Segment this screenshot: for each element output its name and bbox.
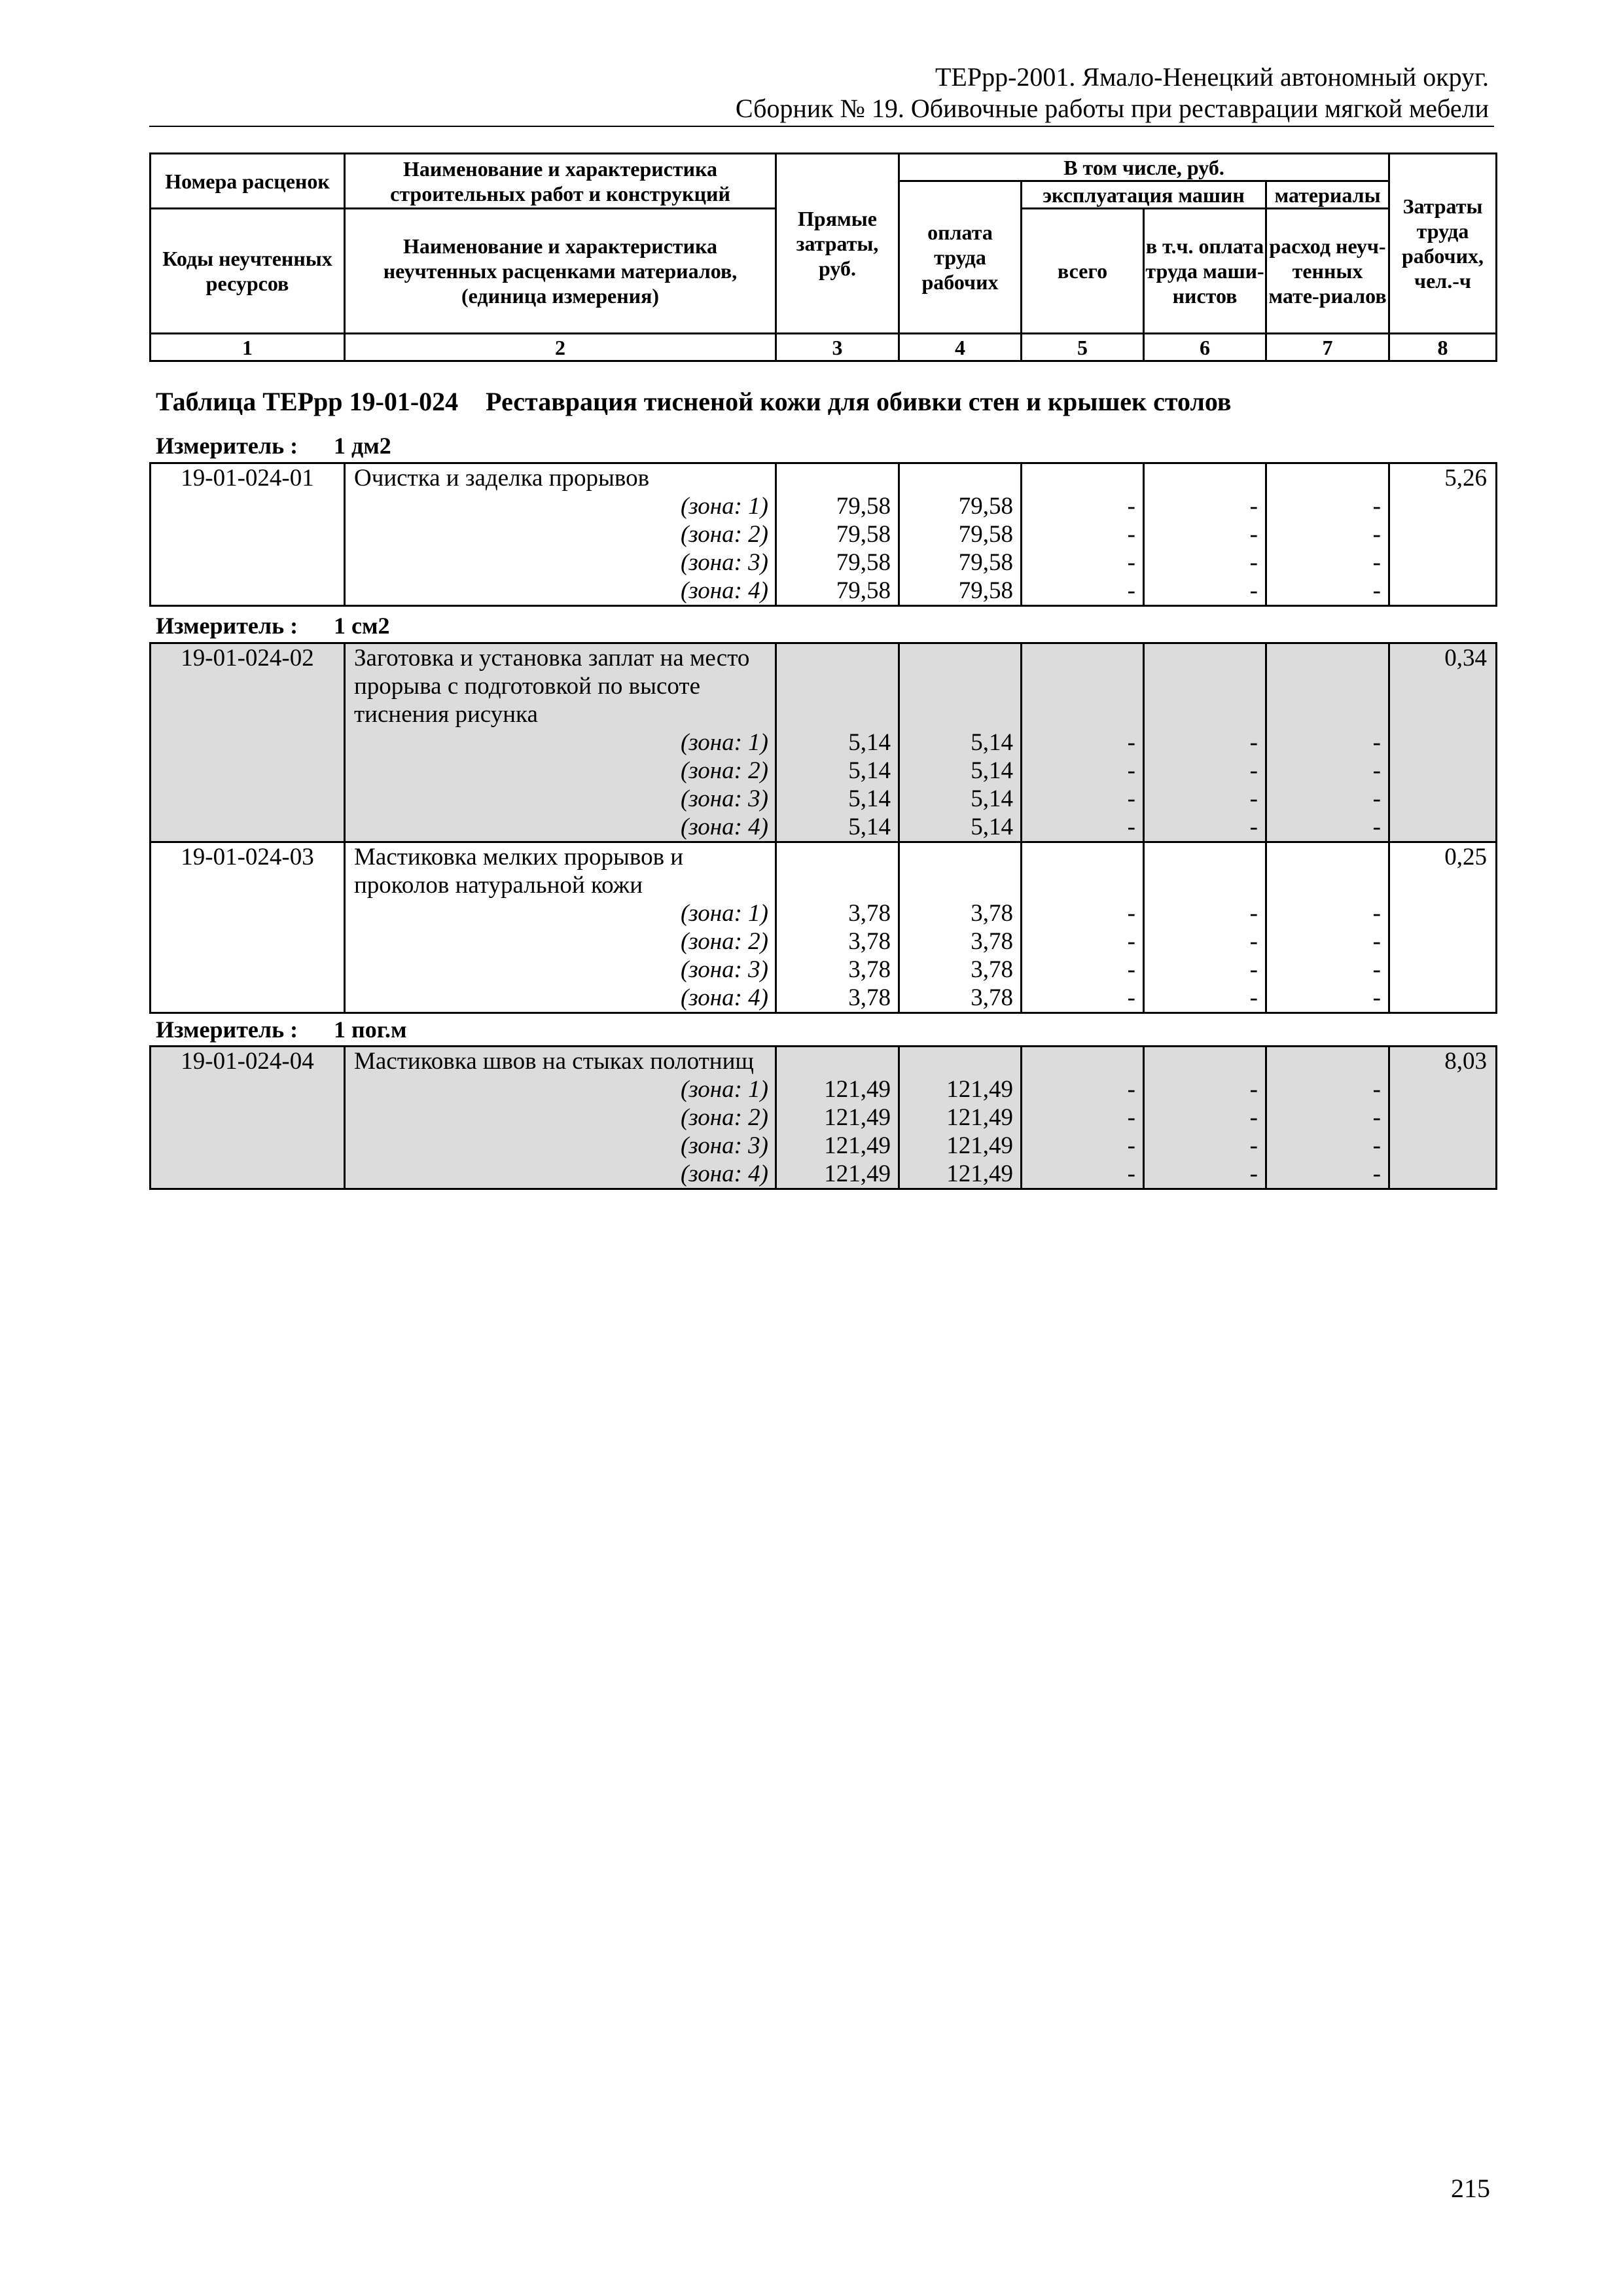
machinist-pay-cell <box>1144 643 1266 842</box>
worker-pay-cell <box>899 1047 1022 1189</box>
column-number: 6 <box>1144 334 1266 361</box>
machine-total: - <box>1127 956 1135 983</box>
rates-table-group-3 <box>149 1045 1497 1190</box>
labor-cost: 5,26 <box>1389 463 1497 606</box>
machinist-pay: - <box>1249 1076 1258 1103</box>
direct-cost: 121,49 <box>824 1076 891 1103</box>
zone-label: (зона: 2) <box>680 757 768 784</box>
worker-pay-cell <box>899 643 1022 842</box>
zone-label: (зона: 4) <box>680 1160 768 1187</box>
rate-code: 19-01-024-01 <box>151 463 345 606</box>
header-direct-costs: Прямые затраты, руб. <box>776 154 899 334</box>
zone-label: (зона: 1) <box>680 900 768 927</box>
labor-cost: 0,25 <box>1389 842 1497 1013</box>
column-number: 7 <box>1266 334 1389 361</box>
direct-costs-cell <box>776 842 899 1013</box>
rate-row <box>151 1047 1497 1189</box>
rates-table-group-1 <box>149 462 1497 607</box>
material-use: - <box>1372 1160 1381 1187</box>
direct-cost: 121,49 <box>824 1132 891 1159</box>
rate-name-cell <box>345 643 776 842</box>
rate-code: 19-01-024-03 <box>151 842 345 1013</box>
machine-total: - <box>1127 928 1135 955</box>
material-use-cell <box>1266 643 1389 842</box>
machinist-pay: - <box>1249 984 1258 1011</box>
zone-label: (зона: 1) <box>680 1076 768 1103</box>
rate-name: Очистка и заделка прорывов <box>354 465 650 492</box>
direct-cost: 3,78 <box>848 928 891 955</box>
worker-pay: 79,58 <box>958 521 1013 548</box>
worker-pay: 79,58 <box>958 577 1013 604</box>
measure-label: Измеритель : <box>156 1016 298 1043</box>
running-header-subtitle: Сборник № 19. Обивочные работы при реставрации мягкой мебели <box>735 94 1489 123</box>
machine-total: - <box>1127 785 1135 812</box>
worker-pay: 5,14 <box>971 729 1013 756</box>
zone-label: (зона: 3) <box>680 785 768 812</box>
machine-total: - <box>1127 814 1135 840</box>
machine-total-cell <box>1022 463 1144 606</box>
machine-total: - <box>1127 521 1135 548</box>
worker-pay: 121,49 <box>946 1160 1013 1187</box>
measure-unit: 1 дм2 <box>334 433 391 459</box>
material-use: - <box>1372 785 1381 812</box>
header-worker-pay: оплата труда рабочих <box>899 181 1022 334</box>
material-use-cell <box>1266 463 1389 606</box>
worker-pay: 79,58 <box>958 549 1013 576</box>
rate-name-line: проколов натуральной кожи <box>354 872 643 899</box>
column-number: 2 <box>345 334 776 361</box>
header-resource-codes: Коды неучтенных ресурсов <box>151 209 345 334</box>
machinist-pay: - <box>1249 956 1258 983</box>
direct-costs-cell <box>776 643 899 842</box>
zone-label: (зона: 4) <box>680 984 768 1011</box>
machinist-pay: - <box>1249 814 1258 840</box>
header-labor-costs: Затраты труда рабочих, чел.-ч <box>1389 154 1497 334</box>
machinist-pay: - <box>1249 900 1258 927</box>
material-use: - <box>1372 984 1381 1011</box>
machine-total: - <box>1127 549 1135 576</box>
rate-name-cell <box>345 463 776 606</box>
material-use: - <box>1372 814 1381 840</box>
column-number: 4 <box>899 334 1022 361</box>
machinist-pay-cell <box>1144 1047 1266 1189</box>
header-materials: материалы <box>1266 181 1389 209</box>
machine-total: - <box>1127 1076 1135 1103</box>
labor-cost: 8,03 <box>1389 1047 1497 1189</box>
header-material-use: расход неуч-тенных мате-риалов <box>1266 209 1389 334</box>
material-use: - <box>1372 577 1381 604</box>
direct-cost: 121,49 <box>824 1160 891 1187</box>
direct-cost: 79,58 <box>836 493 891 520</box>
measure-label: Измеритель : <box>156 613 298 639</box>
machine-total: - <box>1127 729 1135 756</box>
worker-pay: 121,49 <box>946 1076 1013 1103</box>
worker-pay: 5,14 <box>971 814 1013 840</box>
direct-cost: 3,78 <box>848 900 891 927</box>
rates-table-group-2 <box>149 642 1497 1014</box>
rate-code: 19-01-024-04 <box>151 1047 345 1189</box>
machinist-pay: - <box>1249 521 1258 548</box>
machinist-pay: - <box>1249 928 1258 955</box>
direct-cost: 79,58 <box>836 521 891 548</box>
material-use: - <box>1372 493 1381 520</box>
table-caption-code: Таблица ТЕРрр 19-01-024 <box>156 387 459 416</box>
rate-name-line: Заготовка и установка заплат на место <box>354 645 750 672</box>
zone-label: (зона: 4) <box>680 577 768 604</box>
direct-costs-cell <box>776 463 899 606</box>
worker-pay: 3,78 <box>971 956 1013 983</box>
measure-label: Измеритель : <box>156 433 298 459</box>
worker-pay-cell <box>899 842 1022 1013</box>
measure-unit: 1 пог.м <box>334 1016 407 1043</box>
zone-label: (зона: 1) <box>680 729 768 756</box>
material-use: - <box>1372 1076 1381 1103</box>
machinist-pay: - <box>1249 757 1258 784</box>
machinist-pay: - <box>1249 493 1258 520</box>
machine-total: - <box>1127 984 1135 1011</box>
zone-label: (зона: 1) <box>680 493 768 520</box>
material-use: - <box>1372 1132 1381 1159</box>
column-number: 8 <box>1389 334 1497 361</box>
direct-cost: 79,58 <box>836 549 891 576</box>
machine-total: - <box>1127 1104 1135 1131</box>
running-header-title: ТЕРрр-2001. Ямало-Ненецкий автономный округ. <box>935 62 1489 92</box>
zone-label: (зона: 2) <box>680 521 768 548</box>
measure-unit: 1 см2 <box>334 613 390 639</box>
direct-cost: 3,78 <box>848 956 891 983</box>
rate-name-line: Мастиковка мелких прорывов и <box>354 844 684 870</box>
machinist-pay: - <box>1249 1104 1258 1131</box>
machinist-pay: - <box>1249 785 1258 812</box>
direct-cost: 79,58 <box>836 577 891 604</box>
rate-row <box>151 463 1497 606</box>
column-number: 3 <box>776 334 899 361</box>
header-rule <box>149 126 1494 127</box>
header-machine-operation: эксплуатация машин <box>1022 181 1266 209</box>
machinist-pay: - <box>1249 1132 1258 1159</box>
column-number: 5 <box>1022 334 1144 361</box>
rate-code: 19-01-024-02 <box>151 643 345 842</box>
worker-pay: 5,14 <box>971 785 1013 812</box>
rate-row <box>151 842 1497 1013</box>
zone-label: (зона: 2) <box>680 1104 768 1131</box>
direct-costs-cell <box>776 1047 899 1189</box>
worker-pay: 3,78 <box>971 984 1013 1011</box>
direct-cost: 5,14 <box>848 785 891 812</box>
rate-name: Мастиковка швов на стыках полотнищ <box>354 1048 754 1075</box>
machine-total-cell <box>1022 842 1144 1013</box>
machinist-pay-cell <box>1144 463 1266 606</box>
zone-label: (зона: 3) <box>680 549 768 576</box>
column-number: 1 <box>151 334 345 361</box>
direct-cost: 5,14 <box>848 814 891 840</box>
direct-cost: 5,14 <box>848 729 891 756</box>
material-use: - <box>1372 928 1381 955</box>
measure-unit-line <box>156 612 390 639</box>
material-use-cell <box>1266 842 1389 1013</box>
material-use-cell <box>1266 1047 1389 1189</box>
material-use: - <box>1372 757 1381 784</box>
header-machinist-pay: в т.ч. оплата труда маши-нистов <box>1144 209 1266 334</box>
material-use: - <box>1372 549 1381 576</box>
material-use: - <box>1372 521 1381 548</box>
material-use: - <box>1372 956 1381 983</box>
worker-pay: 3,78 <box>971 900 1013 927</box>
machine-total: - <box>1127 757 1135 784</box>
worker-pay: 79,58 <box>958 493 1013 520</box>
machine-total: - <box>1127 1132 1135 1159</box>
worker-pay: 121,49 <box>946 1104 1013 1131</box>
machine-total-cell <box>1022 1047 1144 1189</box>
header-machine-total: всего <box>1022 209 1144 334</box>
machinist-pay: - <box>1249 1160 1258 1187</box>
machinist-pay-cell <box>1144 842 1266 1013</box>
machine-total: - <box>1127 900 1135 927</box>
worker-pay: 5,14 <box>971 757 1013 784</box>
measure-unit-line <box>156 432 391 459</box>
labor-cost: 0,34 <box>1389 643 1497 842</box>
machinist-pay: - <box>1249 577 1258 604</box>
direct-cost: 3,78 <box>848 984 891 1011</box>
page-number: 215 <box>1451 2174 1490 2203</box>
rate-name-cell <box>345 842 776 1013</box>
machine-total: - <box>1127 577 1135 604</box>
direct-cost: 5,14 <box>848 757 891 784</box>
column-header-table <box>149 152 1497 362</box>
machine-total-cell <box>1022 643 1144 842</box>
zone-label: (зона: 4) <box>680 814 768 840</box>
material-use: - <box>1372 729 1381 756</box>
header-rate-numbers: Номера расценок <box>151 154 345 209</box>
zone-label: (зона: 2) <box>680 928 768 955</box>
zone-label: (зона: 3) <box>680 1132 768 1159</box>
header-work-name: Наименование и характеристика строительных работ и конструкций <box>345 154 776 209</box>
zone-label: (зона: 3) <box>680 956 768 983</box>
machine-total: - <box>1127 493 1135 520</box>
machinist-pay: - <box>1249 549 1258 576</box>
material-use: - <box>1372 900 1381 927</box>
direct-cost: 121,49 <box>824 1104 891 1131</box>
material-use: - <box>1372 1104 1381 1131</box>
machinist-pay: - <box>1249 729 1258 756</box>
worker-pay: 121,49 <box>946 1132 1013 1159</box>
header-material-names: Наименование и характеристика неучтенных расценками материалов, (единица измерения) <box>345 209 776 334</box>
rate-name-cell <box>345 1047 776 1189</box>
rate-name-line: прорыва с подготовкой по высоте <box>354 673 701 700</box>
rate-name-line: тиснения рисунка <box>354 701 538 728</box>
table-caption <box>156 386 1232 417</box>
worker-pay: 3,78 <box>971 928 1013 955</box>
machine-total: - <box>1127 1160 1135 1187</box>
worker-pay-cell <box>899 463 1022 606</box>
header-including: В том числе, руб. <box>899 154 1389 181</box>
rate-row <box>151 643 1497 842</box>
measure-unit-line <box>156 1016 407 1043</box>
table-caption-title: Реставрация тисненой кожи для обивки стен и крышек столов <box>486 387 1232 416</box>
